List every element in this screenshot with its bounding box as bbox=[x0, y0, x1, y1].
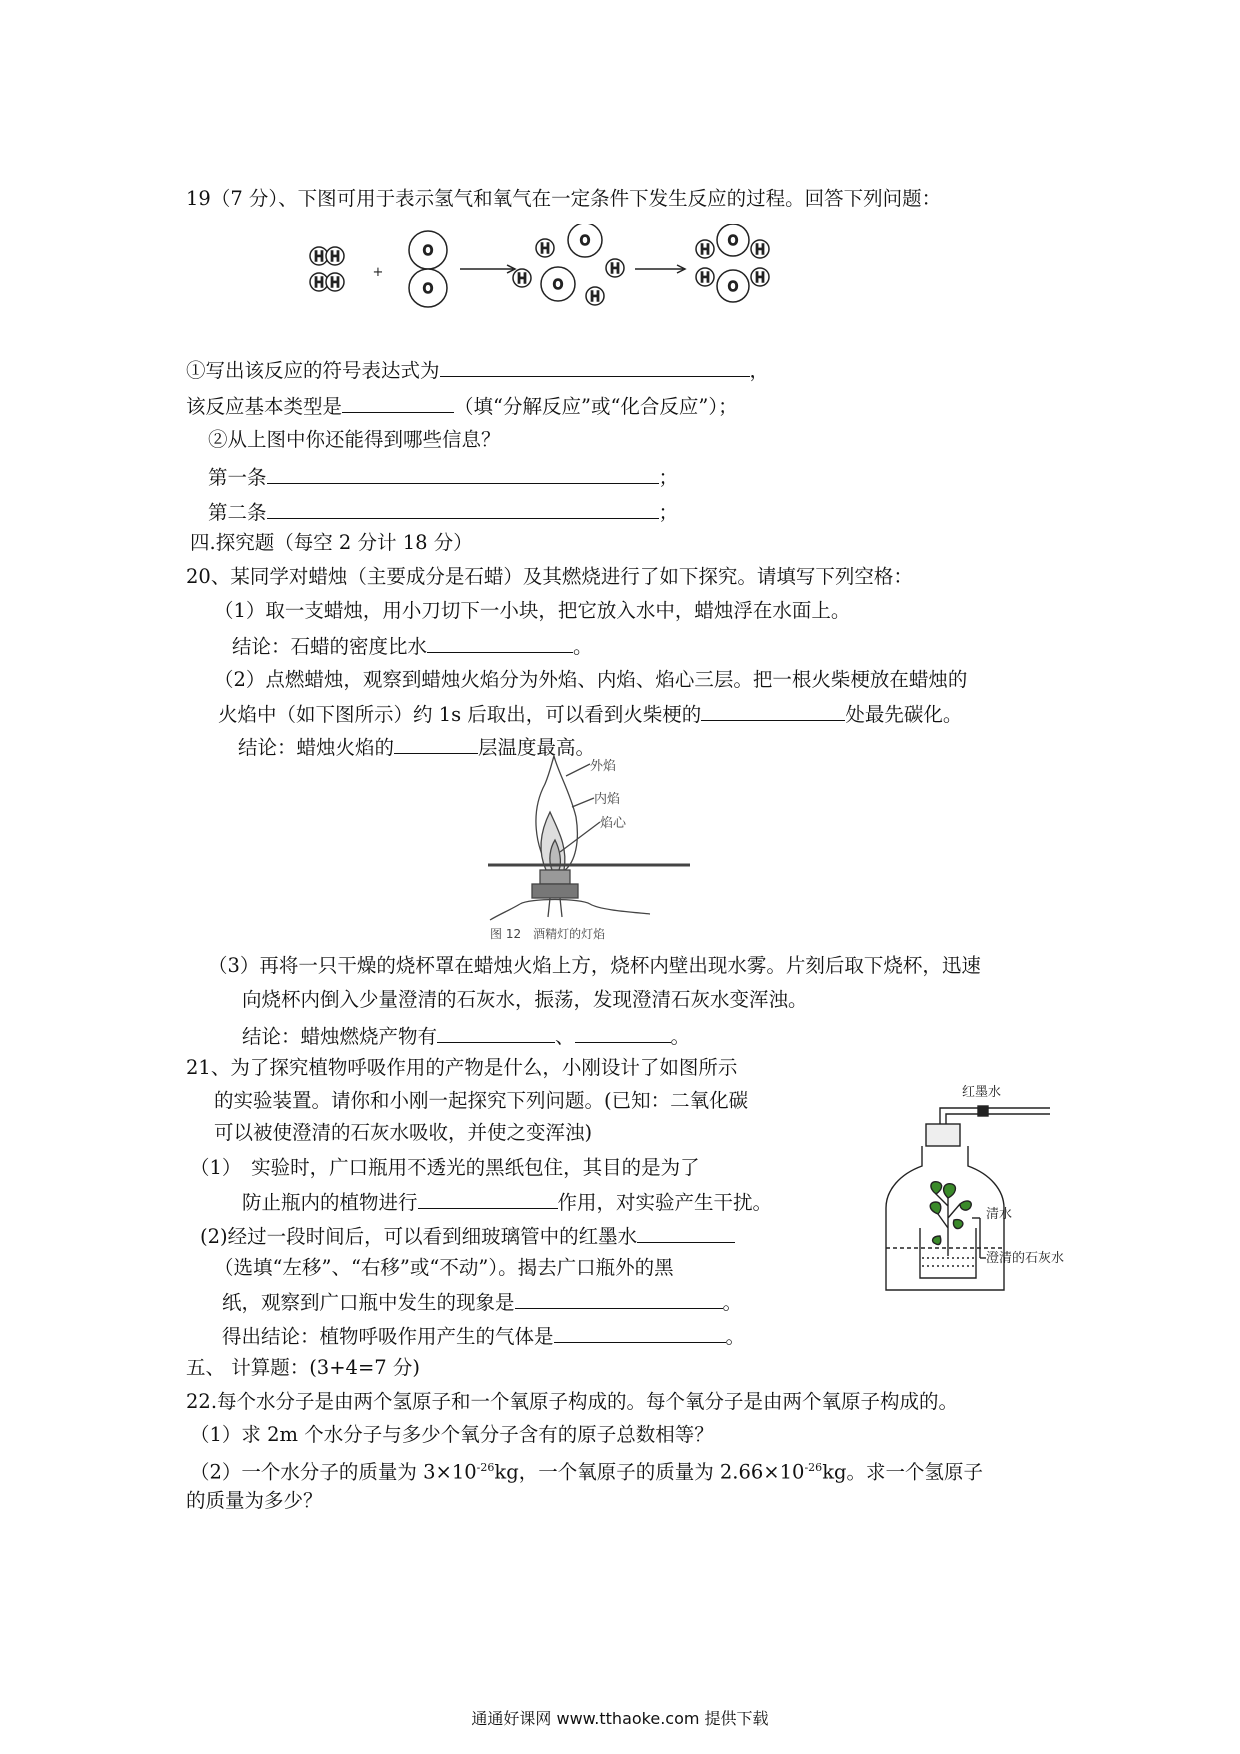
q21-sub1b: 防止瓶内的植物进行 作用，对实验产生干扰。 bbox=[242, 1188, 772, 1216]
label-inner-flame: 内焰 bbox=[594, 792, 621, 807]
atom-o-label: O bbox=[579, 234, 591, 249]
atom-h-label: H bbox=[517, 272, 527, 287]
atom-h-label: H bbox=[314, 276, 324, 291]
q19-sub1: ①写出该反应的符号表达式为 ， bbox=[186, 356, 769, 384]
q22-part2: （2）一个水分子的质量为 $3\times 10^{-26}kg$，一个氧原子的质量为 $2.66\times 10^{-26}kg$。求一个氢原子 bbox=[190, 1460, 983, 1484]
plus-sign: + bbox=[372, 265, 384, 280]
alcohol-lamp-flame-figure bbox=[480, 752, 720, 942]
q20-title: 20、某同学对蜡烛（主要成分是石蜡）及其燃烧进行了如下探究。请填写下列空格： bbox=[186, 565, 913, 588]
q19-title: 19（7 分）、下图可用于表示氢气和氧气在一定条件下发生反应的过程。回答下列问题： bbox=[186, 187, 942, 210]
answer-blank[interactable] bbox=[575, 1022, 671, 1043]
q21-intro-2: 的实验装置。请你和小刚一起探究下列问题。(已知：二氧化碳 bbox=[214, 1089, 749, 1112]
atom-h-label: H bbox=[540, 242, 550, 257]
q22-part1: （1）求 2m 个水分子与多少个氧分子含有的原子总数相等？ bbox=[190, 1423, 714, 1446]
q21-sub2b: （选填“左移”、“右移”或“不动”）。揭去广口瓶外的黑 bbox=[214, 1256, 674, 1279]
answer-blank[interactable] bbox=[394, 733, 478, 754]
atom-o-label: O bbox=[552, 278, 564, 293]
answer-blank[interactable] bbox=[342, 392, 454, 413]
q21-sub2d: 得出结论：植物呼吸作用产生的气体是 。 bbox=[222, 1322, 745, 1350]
q21-intro-1: 21、为了探究植物呼吸作用的产物是什么，小刚设计了如图所示 bbox=[186, 1056, 738, 1079]
q22-part2-cont: 的质量为多少？ bbox=[186, 1489, 323, 1512]
q20-part2a: （2）点燃蜡烛，观察到蜡烛火焰分为外焰、内焰、焰心三层。把一根火柴梗放在蜡烛的 bbox=[214, 668, 968, 691]
answer-blank[interactable] bbox=[418, 1188, 558, 1209]
atom-h-label: H bbox=[755, 243, 765, 258]
q20-part3a: （3）再将一只干燥的烧杯罩在蜡烛火焰上方，烧杯内壁出现水雾。片刻后取下烧杯，迅速 bbox=[208, 954, 981, 977]
atom-h-label: H bbox=[700, 271, 710, 286]
q21-sub1a: （1） 实验时，广口瓶用不透光的黑纸包住，其目的是为了 bbox=[190, 1156, 700, 1179]
atom-h-label: H bbox=[610, 262, 620, 277]
answer-blank[interactable] bbox=[515, 1288, 723, 1309]
section-4-heading: 四.探究题（每空 2 分计 18 分） bbox=[190, 531, 473, 554]
answer-blank[interactable] bbox=[637, 1222, 735, 1243]
q20-conclusion3: 结论：蜡烛燃烧产物有 、 。 bbox=[242, 1022, 690, 1050]
atom-h-label: H bbox=[590, 290, 600, 305]
q22-intro: 22.每个水分子是由两个氢原子和一个氧原子构成的。每个氧分子是由两个氧原子构成的。 bbox=[186, 1390, 959, 1413]
label-clear-water: 清水 bbox=[986, 1207, 1013, 1222]
q19-reaction-type: 该反应基本类型是 （填“分解反应”或“化合反应”）； bbox=[186, 392, 738, 420]
q21-intro-3: 可以被使澄清的石灰水吸收，并使之变浑浊) bbox=[214, 1121, 593, 1144]
answer-blank[interactable] bbox=[701, 700, 845, 721]
atom-h-label: H bbox=[330, 250, 340, 265]
q21-sub2c: 纸，观察到广口瓶中发生的现象是 。 bbox=[222, 1288, 742, 1316]
q19-second-info: 第二条 ； bbox=[208, 498, 678, 526]
section-5-heading: 五、 计算题：(3+4=7 分) bbox=[186, 1356, 421, 1379]
label-red-ink: 红墨水 bbox=[962, 1085, 1002, 1100]
q19-first-info: 第一条 ； bbox=[208, 463, 678, 491]
answer-blank[interactable] bbox=[554, 1322, 726, 1343]
atom-h-label: H bbox=[330, 276, 340, 291]
atom-h-label: H bbox=[755, 271, 765, 286]
label-limewater: 澄清的石灰水 bbox=[986, 1251, 1065, 1266]
answer-blank[interactable] bbox=[437, 1022, 555, 1043]
q19-sub2: ②从上图中你还能得到哪些信息？ bbox=[208, 428, 501, 451]
label-flame-core: 焰心 bbox=[600, 816, 627, 831]
q20-part3b: 向烧杯内倒入少量澄清的石灰水，振荡，发现澄清石灰水变浑浊。 bbox=[242, 988, 808, 1011]
label-outer-flame: 外焰 bbox=[590, 759, 617, 774]
answer-blank[interactable] bbox=[267, 498, 659, 519]
atom-h-label: H bbox=[314, 250, 324, 265]
q21-sub2a: (2)经过一段时间后，可以看到细玻璃管中的红墨水 bbox=[200, 1222, 735, 1250]
answer-blank[interactable] bbox=[427, 632, 573, 653]
q20-part2b: 火焰中（如下图所示）约 1s 后取出，可以看到火柴梗的 处最先碳化。 bbox=[218, 700, 962, 728]
page-footer: 通通好课网 www.tthaoke.com 提供下载 bbox=[471, 1709, 769, 1728]
answer-blank[interactable] bbox=[267, 463, 659, 484]
molecule-reaction-diagram bbox=[300, 224, 820, 334]
atom-o-label: O bbox=[727, 234, 739, 249]
q20-conclusion2: 结论：蜡烛火焰的 层温度最高。 bbox=[238, 733, 595, 761]
q20-part1: （1）取一支蜡烛，用小刀切下一小块，把它放入水中，蜡烛浮在水面上。 bbox=[214, 599, 851, 622]
atom-o-label: O bbox=[422, 244, 434, 259]
answer-blank[interactable] bbox=[440, 356, 750, 377]
figure-caption: 图 12 酒精灯的灯焰 bbox=[490, 927, 606, 941]
q20-conclusion1: 结论：石蜡的密度比水 。 bbox=[232, 632, 593, 660]
atom-o-label: O bbox=[422, 282, 434, 297]
atom-h-label: H bbox=[700, 243, 710, 258]
atom-o-label: O bbox=[727, 280, 739, 295]
plant-respiration-apparatus-figure bbox=[880, 1078, 1080, 1300]
